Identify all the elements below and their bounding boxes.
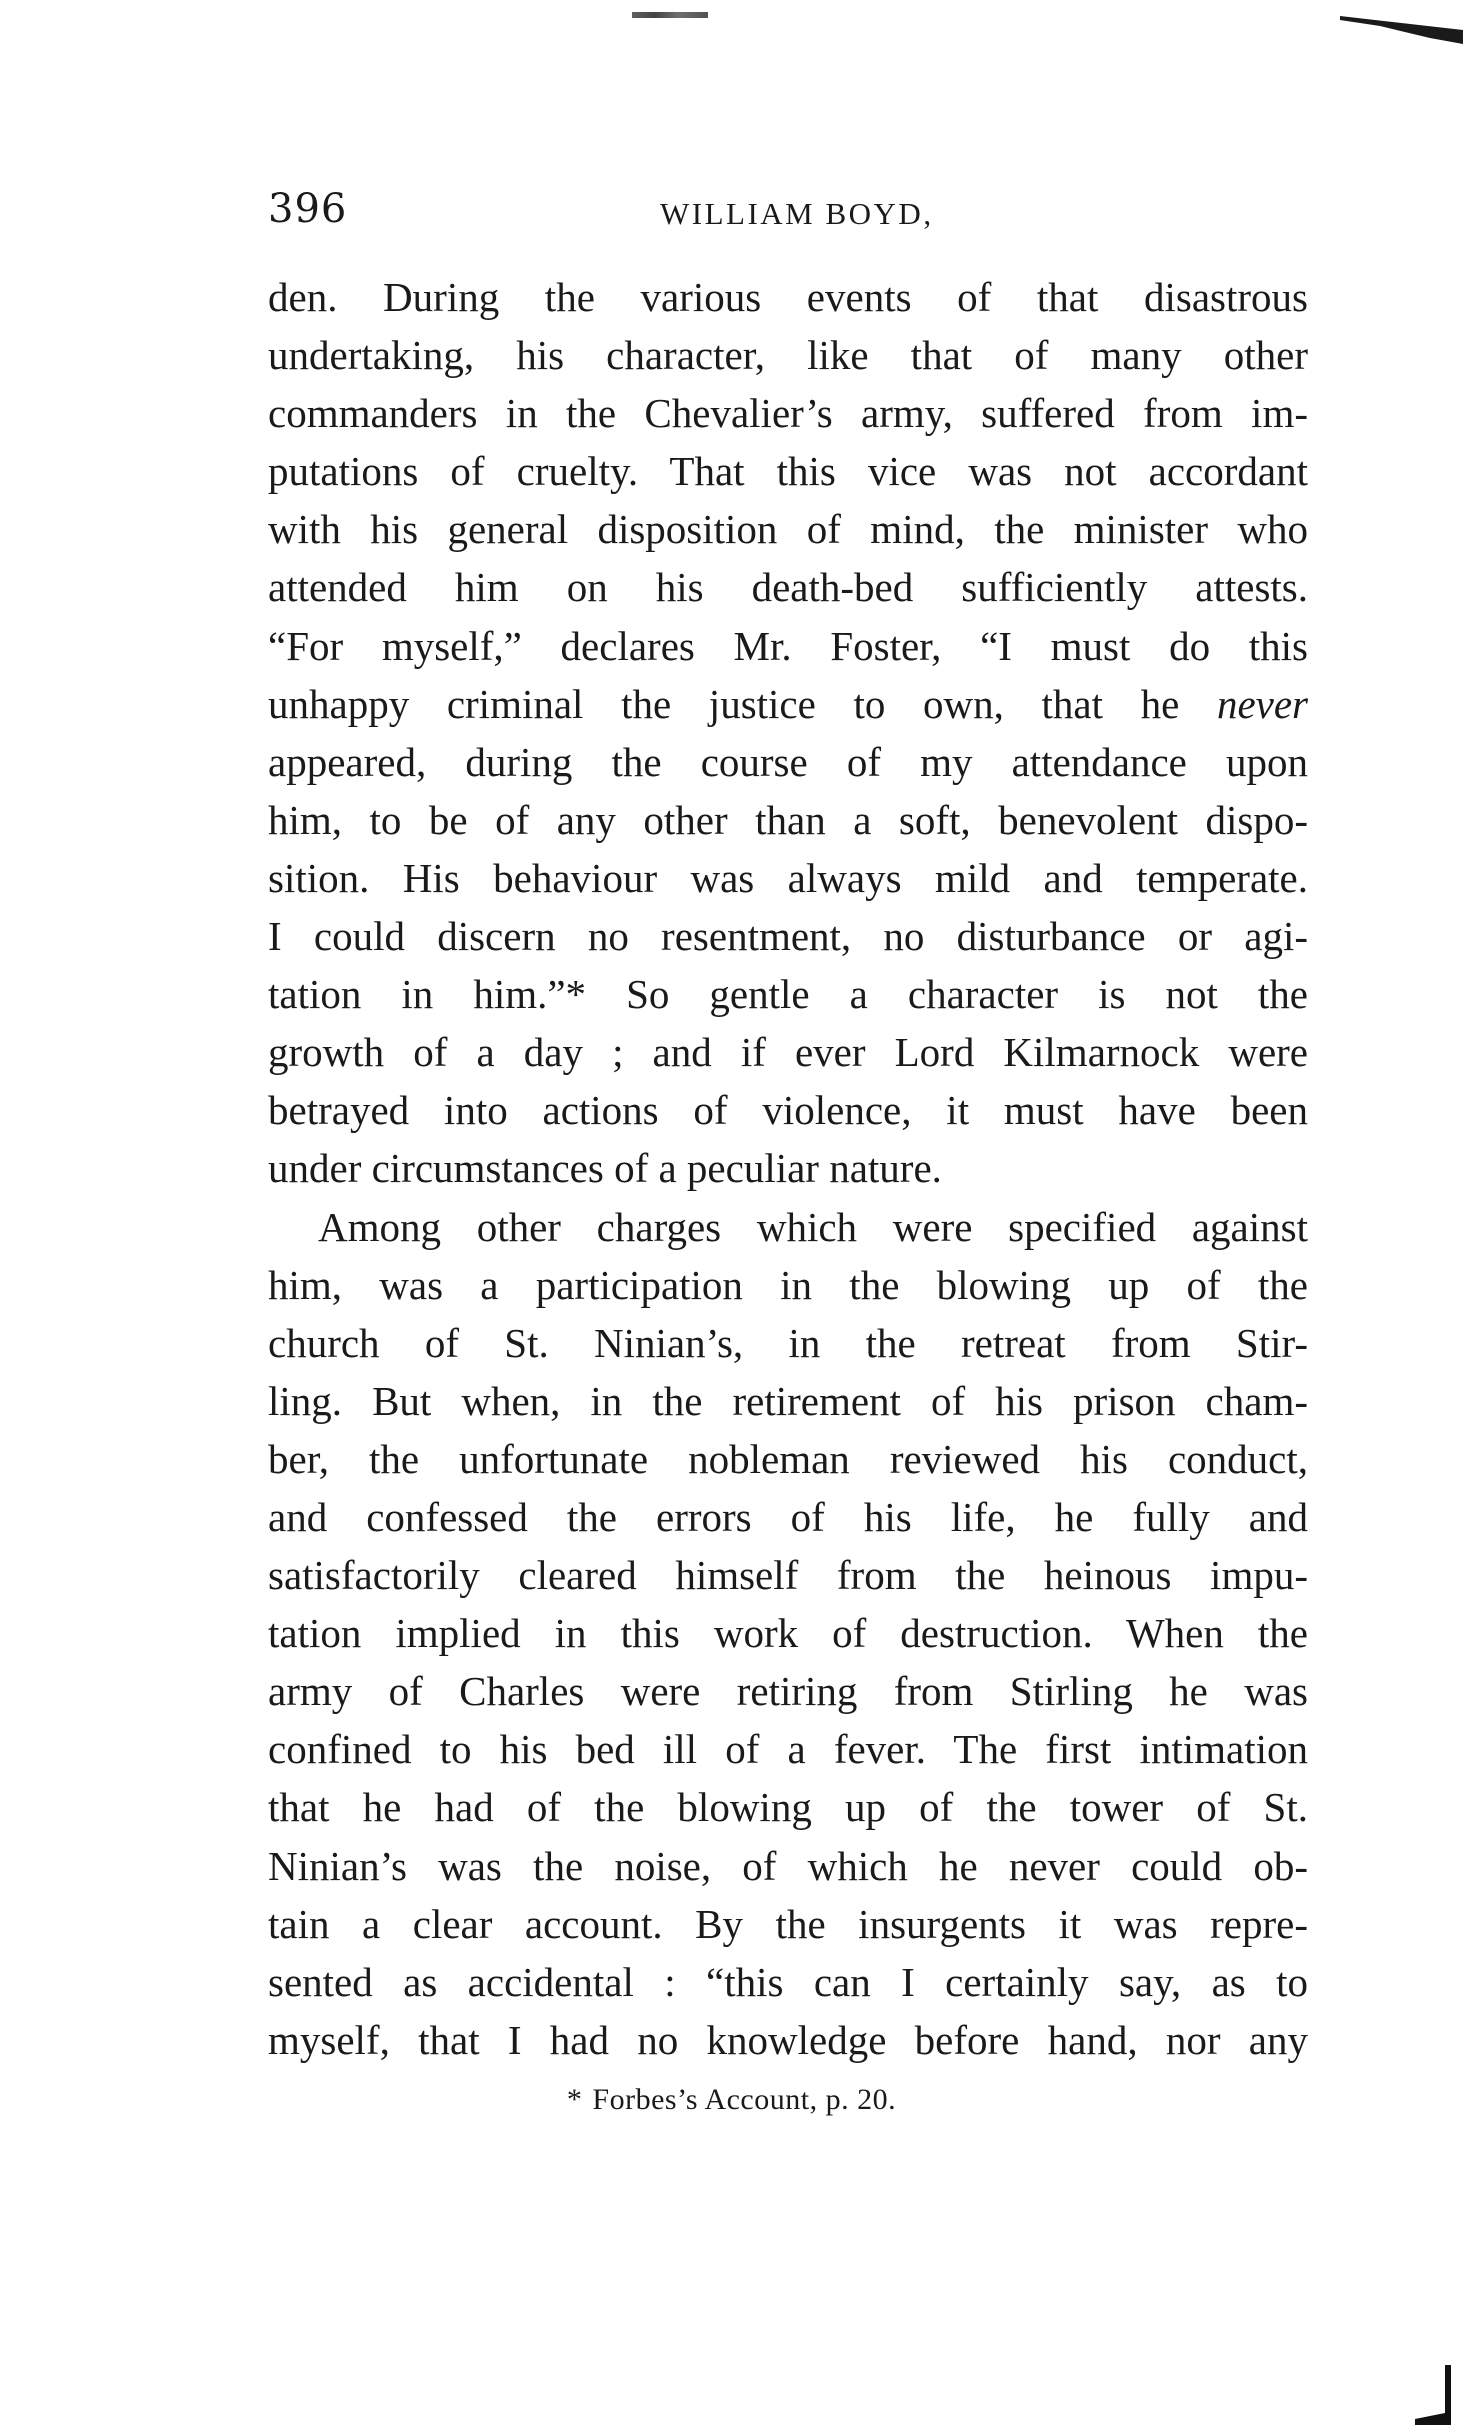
- text-line: myself, that I had no knowledge before hand, nor any: [268, 2016, 1308, 2063]
- paragraph-2: [268, 1198, 1308, 2069]
- text-line: tation in him.”* So gentle a character is not the: [268, 971, 1308, 1018]
- text-line: Ninian’s was the noise, of which he never could ob-: [268, 1842, 1308, 1889]
- text-line: sition. His behaviour was always mild and temperate.: [268, 854, 1308, 901]
- text-line: appeared, during the course of my attendance upon: [268, 738, 1308, 785]
- text-line: attended him on his death-bed sufficiently attests.: [268, 564, 1308, 611]
- text-line: betrayed into actions of violence, it must have been: [268, 1087, 1308, 1134]
- footnote-text: Forbes’s Account, p. 20.: [592, 2083, 897, 2116]
- text-segment: unhappy criminal the justice to own, that he: [268, 680, 1180, 727]
- text-line: putations of cruelty. That this vice was not accordant: [268, 448, 1308, 495]
- text-line: army of Charles were retiring from Stirling he was: [268, 1668, 1308, 1715]
- text-line-with-italic: [268, 675, 1308, 733]
- text-line: and confessed the errors of his life, he fully and: [268, 1493, 1308, 1540]
- text-line: tain a clear account. By the insurgents it was repre-: [268, 1900, 1308, 1947]
- text-line: with his general disposition of mind, the minister who: [268, 506, 1308, 553]
- scan-artifact-top: [632, 12, 708, 18]
- paragraph-1: [268, 268, 1308, 1198]
- text-line: satisfactorily cleared himself from the heinous impu-: [268, 1552, 1308, 1599]
- text-line: confined to his bed ill of a fever. The first intimation: [268, 1726, 1308, 1773]
- text-line: undertaking, his character, like that of many other: [268, 332, 1308, 379]
- running-head: WILLIAM BOYD,: [660, 196, 934, 231]
- footnote-marker: *: [566, 2083, 583, 2116]
- text-line: I could discern no resentment, no disturbance or agi-: [268, 913, 1308, 960]
- text-line: Among other charges which were specified against: [318, 1203, 1308, 1250]
- text-line: under circumstances of a peculiar nature.: [268, 1145, 942, 1192]
- body-text: [268, 268, 1308, 2069]
- text-line: growth of a day ; and if ever Lord Kilmarnock were: [268, 1029, 1308, 1076]
- text-line: tation implied in this work of destruction. When the: [268, 1610, 1308, 1657]
- scan-artifact-corner-top-right: [1340, 8, 1463, 48]
- text-line: that he had of the blowing up of the tower of St.: [268, 1784, 1308, 1831]
- text-line: “For myself,” declares Mr. Foster, “I must do this: [268, 622, 1308, 669]
- text-line: church of St. Ninian’s, in the retreat from Stir-: [268, 1319, 1308, 1366]
- footnote: [0, 2083, 1463, 2117]
- text-line: him, to be of any other than a soft, benevolent dispo-: [268, 796, 1308, 843]
- scan-artifact-corner-bottom-right: [1415, 2365, 1463, 2425]
- italic-word: never: [1216, 680, 1308, 727]
- text-line: ber, the unfortunate nobleman reviewed his conduct,: [268, 1435, 1308, 1482]
- page-header: [268, 186, 1308, 246]
- page-number: 396: [268, 186, 348, 232]
- text-line: ling. But when, in the retirement of his prison cham-: [268, 1377, 1308, 1424]
- text-line: sented as accidental : “this can I certainly say, as to: [268, 1958, 1308, 2005]
- text-line: den. During the various events of that disastrous: [268, 274, 1308, 320]
- text-line: commanders in the Chevalier’s army, suffered from im-: [268, 390, 1308, 437]
- text-line: him, was a participation in the blowing up of the: [268, 1261, 1308, 1308]
